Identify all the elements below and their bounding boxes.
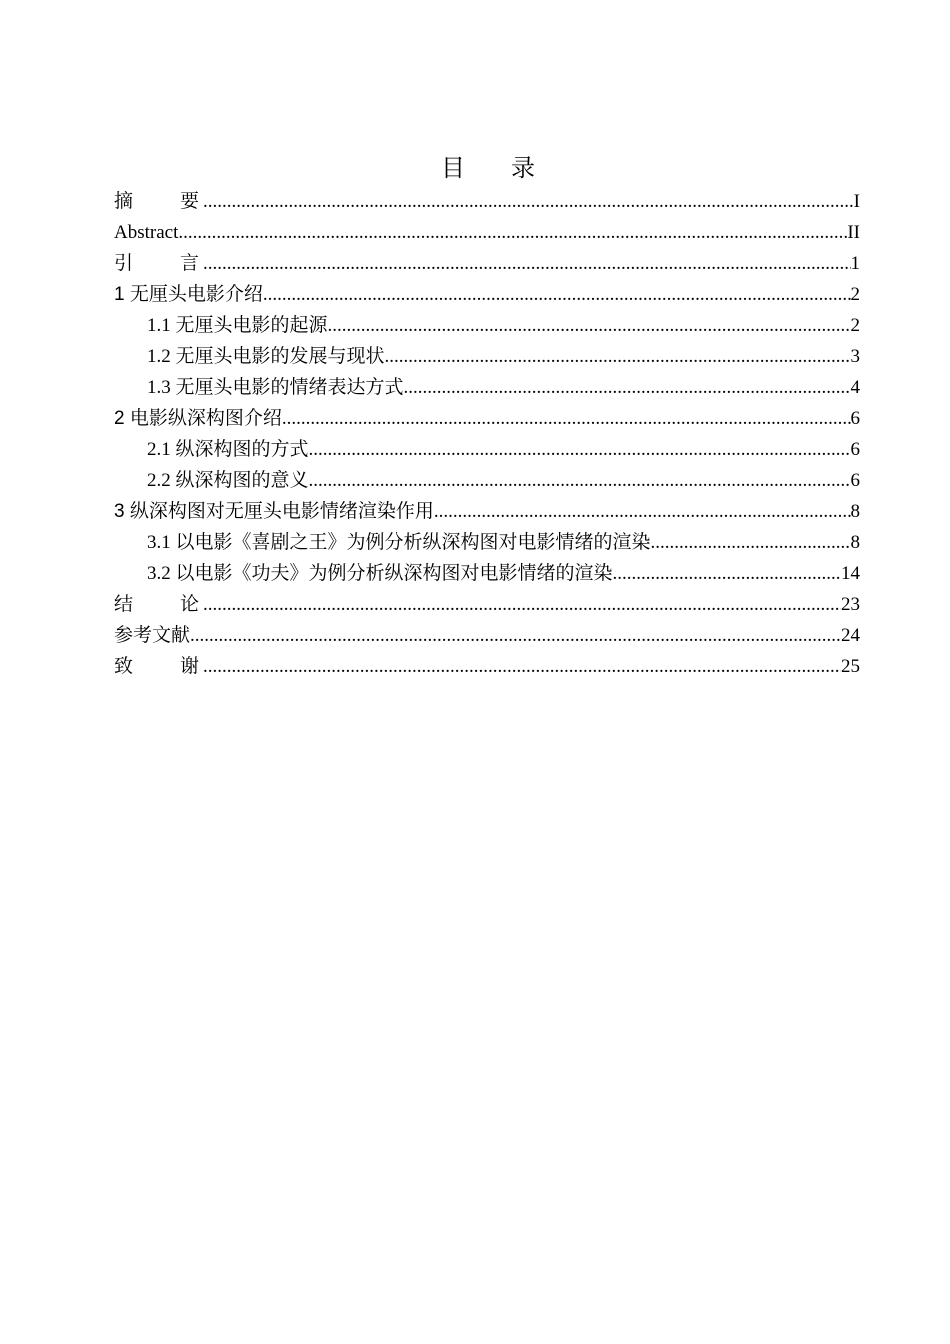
toc-entry-references[interactable]	[114, 620, 860, 651]
toc-entry-page: I	[853, 191, 860, 212]
toc-entry-introduction[interactable]	[114, 248, 860, 279]
toc-leader-dots	[178, 217, 847, 248]
toc-entry-label: 1 无厘头电影介绍	[114, 284, 263, 305]
toc-leader-dots	[328, 310, 851, 341]
toc-entry-label: 1.2 无厘头电影的发展与现状	[147, 346, 385, 367]
toc-entry-label: 参考文献	[114, 625, 191, 646]
toc-leader-dots	[434, 496, 851, 527]
toc-entry-page: 1	[850, 253, 860, 274]
toc-leader-dots	[203, 248, 851, 279]
toc-entry-acknowledgements[interactable]	[114, 651, 860, 682]
toc-leader-dots	[282, 403, 851, 434]
toc-entry-abstract-cn[interactable]	[114, 186, 860, 217]
toc-entry-section-2-2[interactable]	[114, 465, 860, 496]
toc-entry-chapter-2[interactable]	[114, 403, 860, 434]
toc-entry-label: 结 论	[114, 594, 200, 615]
toc-entry-section-1-2[interactable]	[114, 341, 860, 372]
toc-entry-label: 致 谢	[114, 656, 200, 677]
toc-entry-page: II	[847, 222, 860, 243]
toc-title	[0, 152, 950, 186]
toc-entry-page: 6	[850, 470, 860, 491]
toc-entry-page: 25	[841, 656, 860, 677]
toc-title-part2: 录	[511, 156, 535, 182]
toc-title-part1: 目	[441, 156, 465, 182]
toc-leader-dots	[385, 341, 851, 372]
toc-entry-page: 3	[850, 346, 860, 367]
toc-leader-dots	[203, 589, 841, 620]
toc-entry-conclusion[interactable]	[114, 589, 860, 620]
toc-entry-page: 14	[841, 563, 860, 584]
toc-entry-label: 引 言	[114, 253, 200, 274]
toc-entry-label: 3.1 以电影《喜剧之王》为例分析纵深构图对电影情绪的渲染	[147, 532, 651, 553]
toc-leader-dots	[404, 372, 851, 403]
toc-entry-section-2-1[interactable]	[114, 434, 860, 465]
toc-entry-section-1-3[interactable]	[114, 372, 860, 403]
toc-leader-dots	[263, 279, 851, 310]
toc-entry-page: 6	[850, 408, 860, 429]
toc-entry-page: 8	[850, 532, 860, 553]
toc-entry-label: 摘 要	[114, 191, 200, 212]
toc-entry-label: Abstract	[114, 222, 179, 243]
toc-leader-dots	[203, 651, 841, 682]
toc-entry-page: 2	[850, 315, 860, 336]
toc-entry-label: 1.3 无厘头电影的情绪表达方式	[147, 377, 404, 398]
toc-entry-label: 2.2 纵深构图的意义	[147, 470, 309, 491]
toc-entry-section-3-1[interactable]	[114, 527, 860, 558]
toc-entry-abstract-en[interactable]	[114, 217, 860, 248]
toc-entry-section-1-1[interactable]	[114, 310, 860, 341]
toc-leader-dots	[651, 527, 851, 558]
toc-entry-page: 4	[850, 377, 860, 398]
toc-leader-dots	[613, 558, 841, 589]
toc-entry-section-3-2[interactable]	[114, 558, 860, 589]
toc-leader-dots	[203, 186, 854, 217]
toc-entry-label: 1.1 无厘头电影的起源	[147, 315, 328, 336]
toc-entry-page: 24	[841, 625, 860, 646]
toc-leader-dots	[309, 465, 851, 496]
toc-entry-label: 2.1 纵深构图的方式	[147, 439, 309, 460]
toc-entry-page: 2	[850, 284, 860, 305]
toc-entry-chapter-1[interactable]	[114, 279, 860, 310]
toc-entry-page: 6	[850, 439, 860, 460]
toc-leader-dots	[190, 620, 841, 651]
toc-leader-dots	[309, 434, 851, 465]
toc-entry-chapter-3[interactable]	[114, 496, 860, 527]
toc-entry-label: 2 电影纵深构图介绍	[114, 408, 282, 429]
toc-entry-label: 3 纵深构图对无厘头电影情绪渲染作用	[114, 501, 434, 522]
toc-entry-label: 3.2 以电影《功夫》为例分析纵深构图对电影情绪的渲染	[147, 563, 613, 584]
toc-entry-page: 23	[841, 594, 860, 615]
table-of-contents	[114, 186, 860, 682]
toc-entry-page: 8	[850, 501, 860, 522]
